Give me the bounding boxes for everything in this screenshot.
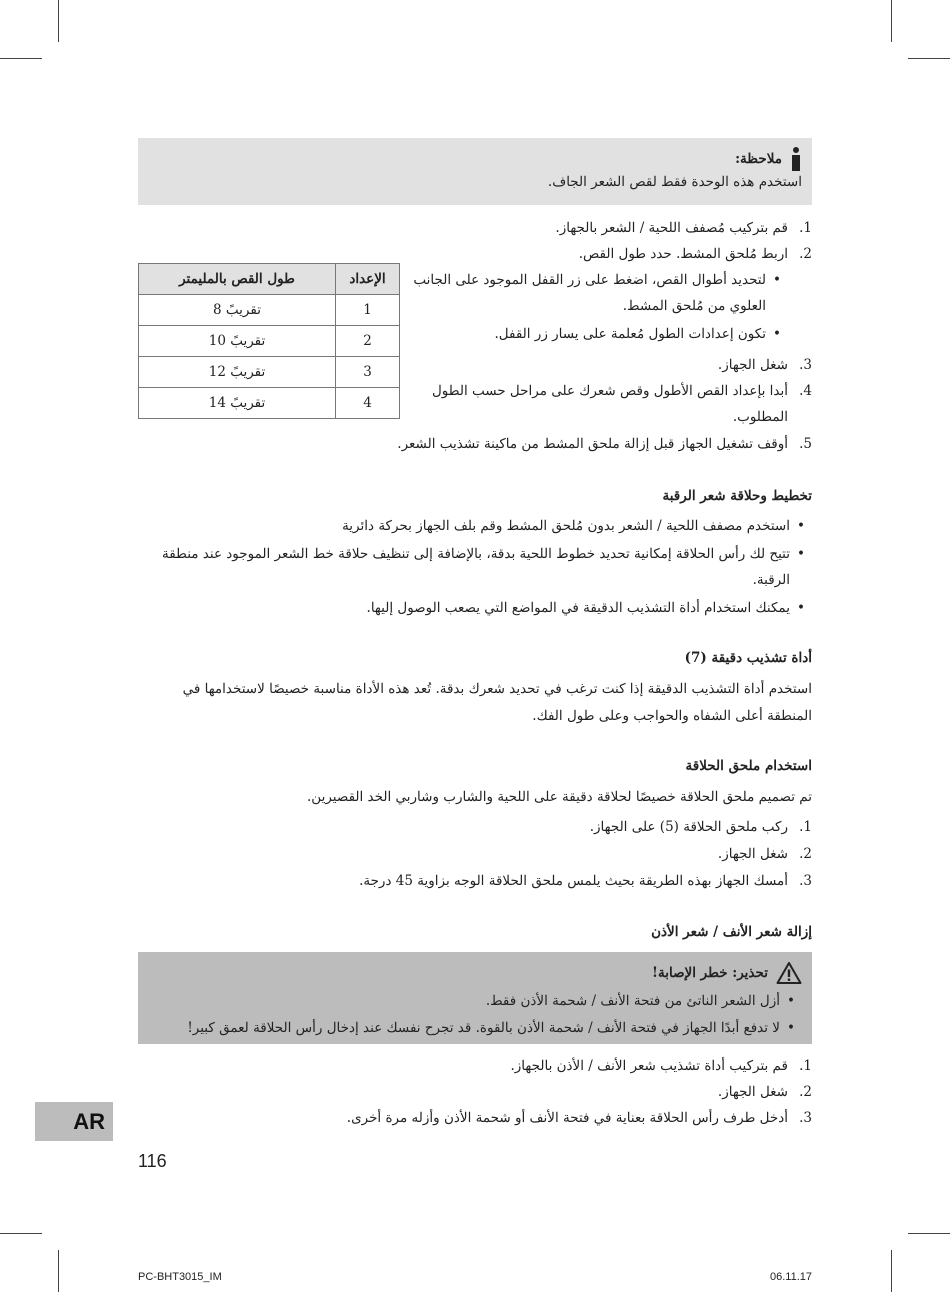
table-cell: 4 [336,388,400,419]
table-row [139,357,400,388]
note-title: ملاحظة: [735,151,782,167]
warning-bullet-2: • لا تدفع أبدًا الجهاز في فتحة الأنف / شحمة الأذن بالقوة. قد تجرح نفسك عند إدخال رأس الحلاقة لعمق كبير! [148,1015,802,1042]
heading-precision: أداة تشذيب دقيقة (7) [684,650,812,666]
note-box [138,138,812,205]
warning-header [148,958,802,988]
warning-bullet-1: • أزل الشعر الناتئ من فتحة الأنف / شحمة الأذن فقط. [148,988,802,1015]
length-table [138,263,400,419]
crop-mark [58,0,59,42]
table-cell: 1 [336,295,400,326]
footer-doc-id: PC-BHT3015_IM [138,1271,222,1283]
heading-neck: تخطيط وحلاقة شعر الرقبة [662,488,812,504]
neck-bullet-2: • تتيح لك رأس الحلاقة إمكانية تحديد خطوط اللحية بدقة، بالإضافة إلى تنظيف حلاقة خط الشعر الموجود عند منطقة [162,542,812,566]
warning-box [138,952,812,1044]
note-header [148,148,802,170]
table-header-length: طول القص بالمليمتر [139,264,336,295]
step-2: 2.اربط مُلحق المشط. حدد طول القص. [578,246,812,262]
bullet-lock-button: • لتحديد أطوال القص، اضغط على زر القفل الموجود على الجانب [413,268,788,292]
table-header-row [139,264,400,295]
table-row [139,295,400,326]
nose-step-3: 3.أدخل طرف رأس الحلاقة بعناية في فتحة الأنف أو شحمة الأذن وأزله مرة أخرى. [346,1110,812,1126]
step-5: 5.أوقف تشغيل الجهاز قبل إزالة ملحق المشط من ماكينة تشذيب الشعر. [397,436,812,452]
note-text: استخدم هذه الوحدة فقط لقص الشعر الجاف. [547,174,802,190]
step-3: 3.شغل الجهاز. [717,357,812,373]
table-header-setting: الإعداد [336,264,400,295]
nose-step-2: 2.شغل الجهاز. [717,1084,812,1100]
nose-step-1: 1.قم بتركيب أداة تشذيب شعر الأنف / الأذن بالجهاز. [510,1058,812,1074]
shaver-step-2: 2.شغل الجهاز. [717,846,812,862]
bullet-lock-button-cont: العلوي من مُلحق المشط. [622,298,766,314]
language-tab: AR [35,1102,113,1141]
neck-bullet-3: • يمكنك استخدام أداة التشذيب الدقيقة في المواضع التي يصعب الوصول إليها. [367,596,812,620]
crop-mark [908,58,950,59]
footer-date: 06.11.17 [769,1271,812,1283]
info-icon [790,147,802,171]
heading-nose-ear: إزالة شعر الأنف / شعر الأذن [651,924,812,940]
table-cell: 3 [336,357,400,388]
crop-mark [891,1250,892,1292]
table-cell: تقريبً 8 [139,295,336,326]
warning-triangle-icon [776,961,802,985]
step-4-cont: المطلوب. [732,409,788,425]
crop-mark [0,58,42,59]
bullet-length-marks: • تكون إعدادات الطول مُعلمة على يسار زر القفل. [494,322,788,346]
table-row [139,388,400,419]
neck-bullet-2-cont: الرقبة. [752,572,790,588]
heading-shaver: استخدام ملحق الحلاقة [685,758,812,774]
table-row [139,326,400,357]
crop-mark [58,1250,59,1292]
shaver-step-1: 1.ركب ملحق الحلاقة (5) على الجهاز. [589,819,812,835]
page-number: 116 [138,1151,167,1171]
table-cell: تقريبً 12 [139,357,336,388]
step-1: 1.قم بتركيب مُصفف اللحية / الشعر بالجهاز. [555,220,812,236]
table-cell: تقريبً 10 [139,326,336,357]
shaver-step-3: 3.أمسك الجهاز بهذه الطريقة بحيث يلمس ملحق الحلاقة الوجه بزاوية 45 درجة. [359,873,812,889]
shaver-intro: تم تصميم ملحق الحلاقة خصيصًا لحلاقة دقيقة على اللحية والشارب وشاربي الخد القصيرين. [307,789,812,805]
crop-mark [908,1233,950,1234]
crop-mark [891,0,892,42]
precision-text-2: المنطقة أعلى الشفاه والحواجب وعلى طول الفك. [532,708,812,724]
crop-mark [0,1233,42,1234]
table-cell: 2 [336,326,400,357]
warning-title: تحذير: خطر الإصابة! [652,965,768,981]
neck-bullet-1: • استخدم مصفف اللحية / الشعر بدون مُلحق المشط وقم بلف الجهاز بحركة دائرية [342,514,812,538]
precision-text-1: استخدم أداة التشذيب الدقيقة إذا كنت ترغب في تحديد شعرك بدقة. تُعد هذه الأداة مناسبة خصيصًا لاستخدامها في [182,681,812,697]
step-4: 4.أبدا بإعداد القص الأطول وقص شعرك على مراحل حسب الطول [431,383,812,399]
table-cell: تقريبً 14 [139,388,336,419]
